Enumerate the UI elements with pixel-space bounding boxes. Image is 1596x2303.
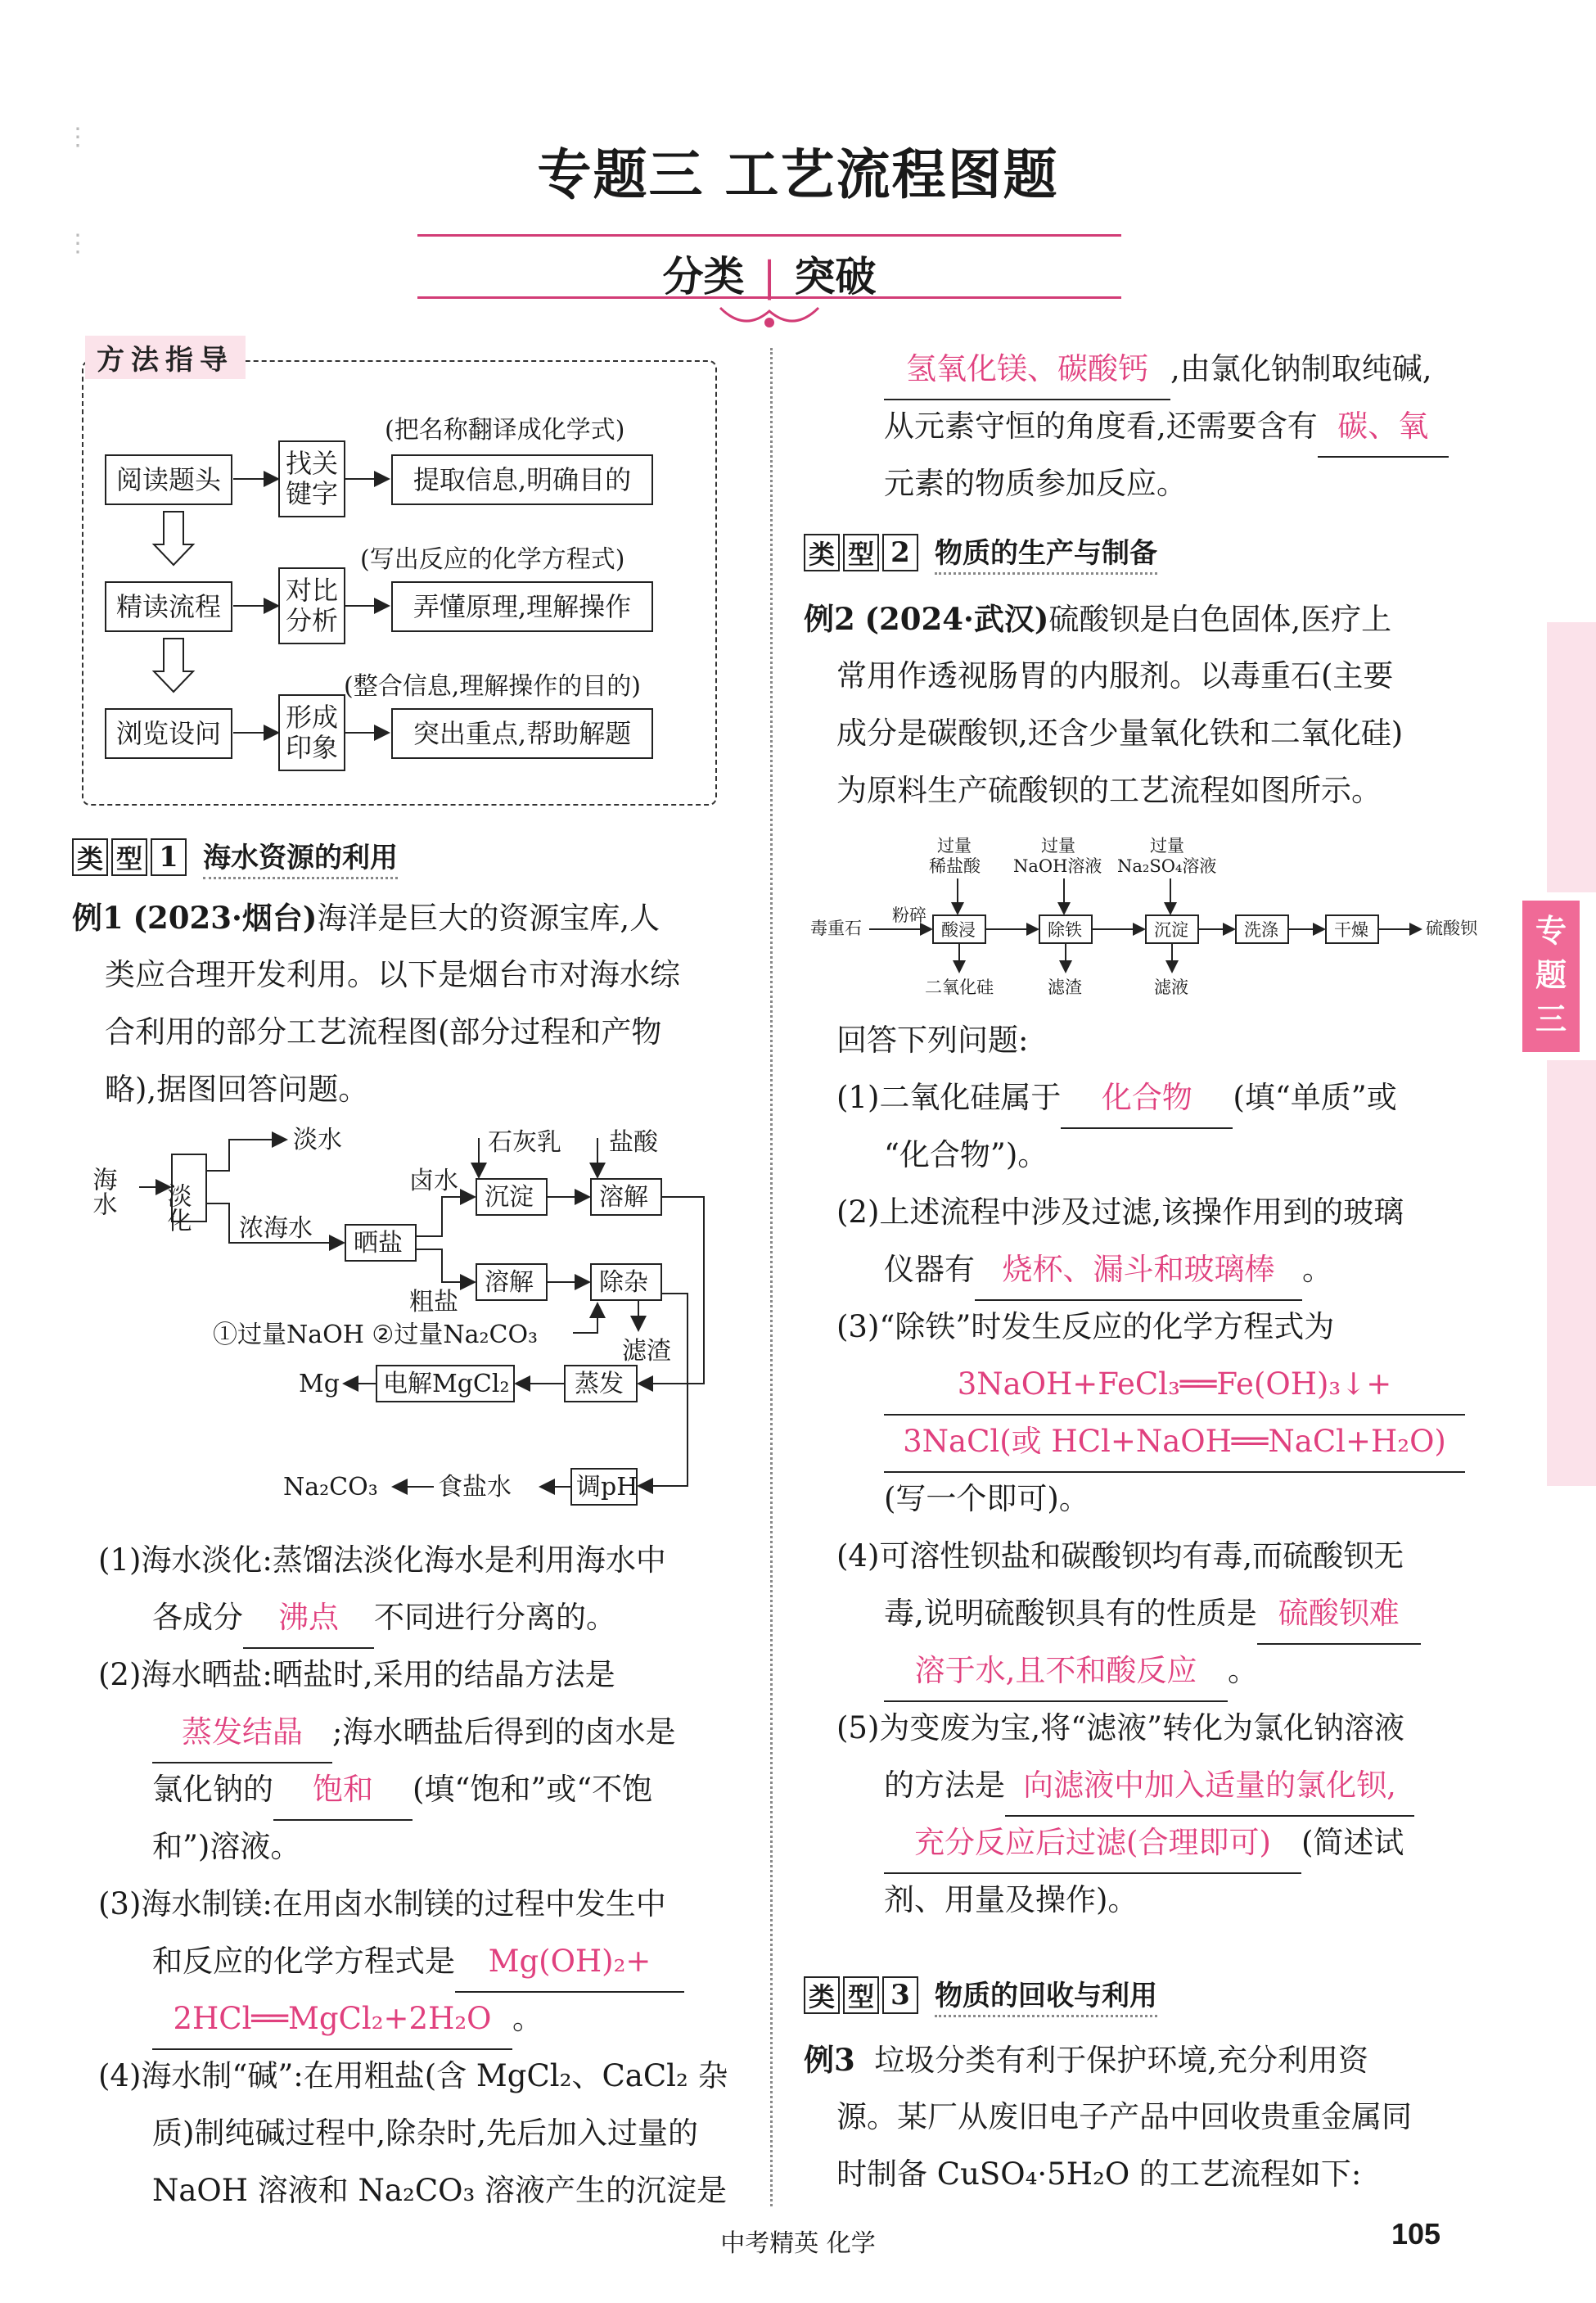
flow-nacl-water: 食盐水 [438,1473,512,1501]
q1-line1: (1)海水淡化:蒸馏法淡化海水是利用海水中 [98,1542,666,1578]
type-number: 2 [882,534,918,571]
type-label-b: 型 [843,534,879,571]
barium-flowchart [810,831,1506,1003]
cont-line2 [884,397,1449,458]
flow2-r1a: 过量 [937,836,972,856]
t2q1-text: (1)二氧化硅属于 [836,1080,1062,1115]
cont-text: ,由氯化钠制取纯碱, [1170,351,1432,386]
page-footer: 中考精英 化学 [720,2229,876,2258]
answer-blank: Mg(OH)₂+ [455,1932,684,1993]
q3-text: 。 [512,2001,543,2036]
flow2-wash: 洗涤 [1244,920,1278,940]
t2q2-text: 。 [1302,1252,1332,1287]
t2q2-line2 [884,1240,1332,1301]
type-label-a: 类 [804,1976,840,2014]
q2-line2 [152,1703,675,1763]
answer-blank: 沸点 [243,1588,374,1649]
example3-line1 [804,2030,1368,2090]
method-action-1: 提取信息,明确目的 [391,454,653,505]
flow2-filtrate: 滤液 [1154,978,1188,997]
method-step-1: 阅读题头 [105,454,232,505]
example-text: 硫酸钡是白色固体,医疗上 [1048,602,1392,637]
example-label: 例1 [72,900,124,936]
method-note-1: (把名称翻译成化学式) [385,416,625,445]
answer-blank: 向滤液中加入适量的氯化钡, [1005,1756,1414,1817]
flow2-sio2: 二氧化硅 [925,978,994,997]
t2q4-line2 [884,1584,1421,1645]
subtitle-left: 分类 [662,252,745,300]
side-tab-pale-top [1547,622,1596,892]
answer-blank: 溶于水,且不和酸反应 [884,1641,1228,1702]
side-tab-pale-bottom [1547,1060,1596,1486]
method-key-2: 对比分析 [278,567,345,644]
flow-dissolve1: 溶解 [599,1183,648,1212]
t2q1-text: (填“单质”或 [1233,1080,1397,1115]
flow-lime: 石灰乳 [488,1128,561,1157]
answer-blank: 烧杯、漏斗和玻璃棒 [975,1240,1302,1301]
type-label-a: 类 [72,838,108,876]
example-text: 海洋是巨大的资源宝库,人 [317,901,660,936]
q3-text: 和反应的化学方程式是 [152,1944,455,1979]
subtitle-banner [417,234,1121,341]
flow-na2co3: Na₂CO₃ [283,1473,378,1501]
t2q3-line2 [884,1355,1465,1416]
t2q2-line1: (2)上述流程中涉及过滤,该操作用到的玻璃 [836,1194,1404,1230]
method-key-3: 形成印象 [278,694,345,771]
answer-blank: 碳、氧 [1318,397,1449,458]
subtitle-text [417,244,1121,303]
q1-text: 各成分 [152,1600,243,1635]
t2q5-line3 [884,1813,1404,1874]
answer-blank: 3NaOH+FeCl₃══Fe(OH)₃↓+ [884,1355,1465,1416]
q1-line2 [152,1588,616,1649]
type-number: 3 [882,1976,918,2014]
type-title: 海水资源的利用 [203,835,398,879]
q2-line3 [152,1760,652,1821]
flow2-product: 硫酸钡 [1426,919,1477,938]
flow2-fe: 除铁 [1048,920,1082,940]
q3-line2 [152,1932,684,1993]
q2-text: ;海水晒盐后得到的卤水是 [332,1714,676,1750]
banner-top-line [417,234,1121,237]
flow-dissolve2: 溶解 [485,1268,534,1297]
answer-blank: 硫酸钡难 [1257,1584,1421,1645]
flow2-r1b: 稀盐酸 [929,856,981,876]
type-label-a: 类 [804,534,840,571]
flow-ph: 调pH [576,1473,638,1501]
t2q5-line2 [884,1756,1414,1817]
flow-salt-pan: 晒盐 [354,1229,403,1258]
flow2-r3b: Na₂SO₄溶液 [1117,856,1217,876]
method-note-2: (写出反应的化学方程式) [360,545,625,574]
t2q4-text: 毒,说明硫酸钡具有的性质是 [884,1596,1257,1631]
subtitle-right: 突破 [794,252,877,300]
type-label-b: 型 [111,838,147,876]
flow-fresh: 淡水 [293,1126,342,1154]
flow-evap: 蒸发 [575,1370,624,1398]
t2q3-line4: (写一个即可)。 [884,1481,1089,1516]
flow-residue: 滤渣 [622,1337,671,1366]
example-label: 例2 [804,601,855,637]
t2q5-text: 的方法是 [884,1768,1005,1803]
example2-line1 [804,589,1391,649]
t2q5-line4: 剂、用量及操作)。 [884,1882,1138,1917]
method-step-2: 精读流程 [105,581,232,632]
cont-text: 从元素守恒的角度看,还需要含有 [884,409,1318,444]
type-label-b: 型 [843,1976,879,2014]
flow-reagents: ①过量NaOH ②过量Na₂CO₃ [213,1321,539,1349]
method-action-2: 弄懂原理,理解操作 [391,581,653,632]
t2q5-line1: (5)为变废为宝,将“滤液”转化为氯化钠溶液 [836,1710,1405,1745]
page-number: 105 [1391,2217,1441,2251]
example2-line4: 为原料生产硫酸钡的工艺流程如图所示。 [836,773,1382,808]
t2q1-line1 [836,1068,1397,1129]
flow-crude: 粗盐 [409,1288,458,1316]
example-text: 垃圾分类有利于保护环境,充分利用资 [874,2043,1369,2078]
q4-line2: 质)制纯碱过程中,除杂时,先后加入过量的 [152,2116,698,2151]
t2q4-line1: (4)可溶性钡盐和碳酸钡均有毒,而硫酸钡无 [836,1538,1404,1574]
type2-header [804,531,1157,575]
example3-line2: 源。某厂从废旧电子产品中回收贵重金属同 [836,2099,1412,2134]
t2q2-text: 仪器有 [884,1252,975,1287]
example2-line2: 常用作透视肠胃的内服剂。以毒重石(主要 [836,658,1394,693]
answer-blank: 蒸发结晶 [152,1703,332,1763]
type-title: 物质的回收与利用 [935,1973,1157,2017]
page-title: 专题三 工艺流程图题 [537,142,1059,206]
cont-line3: 元素的物质参加反应。 [884,466,1187,501]
column-divider [770,348,773,2206]
example1-line4: 略),据图回答问题。 [105,1072,369,1107]
example1-line2: 类应合理开发利用。以下是烟台市对海水综 [105,957,680,992]
side-tab: 专题三 [1522,901,1580,1052]
flow2-r3a: 过量 [1150,836,1184,856]
flow-bittern: 卤水 [409,1167,458,1195]
example-source: (2023·烟台) [133,900,318,936]
answer-blank: 充分反应后过滤(合理即可) [884,1813,1301,1874]
banner-bottom-line [417,296,1121,299]
example-source: (2024·武汉) [864,601,1049,637]
method-step-3: 浏览设问 [105,708,232,759]
method-note-3: (整合信息,理解操作的目的) [344,672,641,701]
t2q3-line1: (3)“除铁”时发生反应的化学方程式为 [836,1309,1335,1344]
example1-line3: 合利用的部分工艺流程图(部分过程和产物 [105,1014,662,1050]
flow-electro: 电解MgCl₂ [383,1370,510,1398]
answer-blank: 饱和 [273,1760,413,1821]
q3-line3 [152,1989,543,2050]
flow-remove: 除杂 [599,1268,648,1297]
method-action-3: 突出重点,帮助解题 [391,708,653,759]
flow-precip: 沉淀 [485,1183,534,1212]
q2-text: 氯化钠的 [152,1772,273,1807]
method-key-1: 找关键字 [278,440,345,517]
flow-seawater: 海水 [88,1167,117,1216]
type1-header [72,835,398,879]
example-label: 例3 [804,2042,855,2078]
t2q4-line3 [884,1641,1258,1702]
q4-line1: (4)海水制“碱”:在用粗盐(含 MgCl₂、CaCl₂ 杂 [98,2058,728,2093]
method-guide-tag: 方法指导 [85,336,246,379]
type-number: 1 [151,838,187,876]
q1-text: 不同进行分离的。 [374,1600,616,1635]
flow-brine: 浓海水 [239,1214,313,1243]
t2q4-text: 。 [1228,1653,1258,1688]
flow-mg: Mg [299,1370,340,1398]
flow2-r2b: NaOH溶液 [1013,856,1102,876]
example3-line3: 时制备 CuSO₄·5H₂O 的工艺流程如下: [836,2156,1362,2192]
q4-line3: NaOH 溶液和 Na₂CO₃ 溶液产生的沉淀是 [152,2173,728,2208]
t2q1-line2: “化合物”)。 [884,1137,1048,1172]
answer-blank: 2HCl══MgCl₂+2H₂O [152,1989,512,2050]
margin-dots-icon: ⋮ [65,229,90,258]
cont-line1 [884,340,1432,400]
flow2-dry: 干燥 [1334,920,1368,940]
flow-hcl: 盐酸 [609,1128,658,1157]
q2-text: (填“饱和”或“不饱 [413,1772,653,1807]
type-title: 物质的生产与制备 [935,531,1157,575]
answer-blank: 3NaCl(或 HCl+NaOH══NaCl+H₂O) [884,1412,1465,1473]
q2-line1: (2)海水晒盐:晒盐时,采用的结晶方法是 [98,1657,615,1692]
type3-header [804,1973,1157,2017]
subtitle-separator: | [762,253,777,300]
example2-line3: 成分是碳酸钡,还含少量氧化铁和二氧化硅) [836,716,1404,751]
answer-blank: 氢氧化镁、碳酸钙 [884,340,1170,400]
t2q3-line3 [884,1412,1465,1473]
flow2-r2a: 过量 [1041,836,1075,856]
example1-line1 [72,888,660,948]
flow2-residue: 滤渣 [1048,978,1082,997]
q3-line1: (3)海水制镁:在用卤水制镁的过程中发生中 [98,1886,666,1921]
margin-dots-icon: ⋮ [65,123,90,151]
flow2-leach: 酸浸 [941,920,976,940]
q2-line4: 和”)溶液。 [152,1829,301,1864]
flow2-grind: 粉碎 [892,905,926,925]
flow2-precip: 沉淀 [1154,920,1188,940]
t2q5-text: (简述试 [1301,1825,1404,1860]
ornament-icon [712,300,827,336]
ask-line: 回答下列问题: [836,1023,1029,1058]
flow-desalt: 淡化 [162,1183,192,1232]
seawater-flowchart [88,1122,720,1506]
answer-blank: 化合物 [1061,1068,1233,1129]
flow2-start: 毒重石 [810,919,862,938]
